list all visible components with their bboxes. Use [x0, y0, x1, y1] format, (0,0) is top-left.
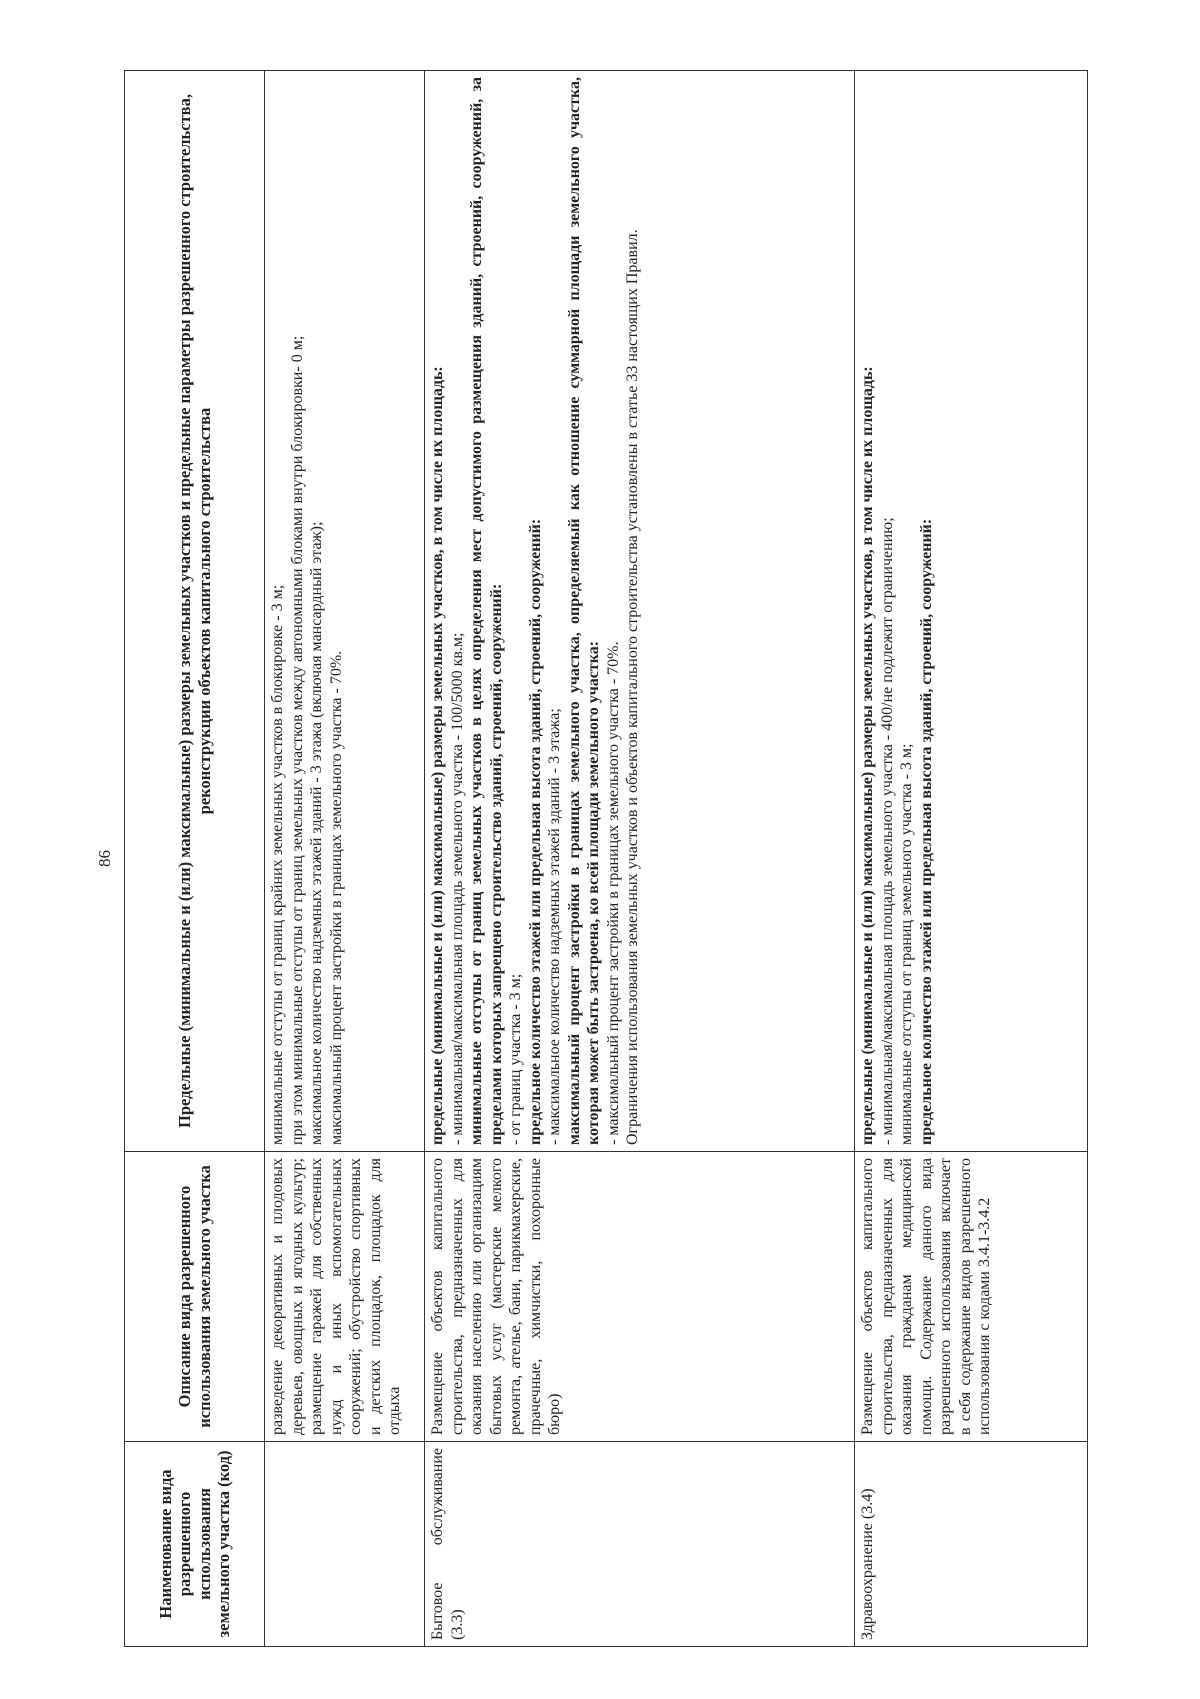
parameter-line: минимальные отступы от границ крайних земельных участков в блокировке - 3 м;	[269, 584, 286, 1145]
parameter-line: максимальный процент застройки в границах земельного участка - 70%.	[327, 650, 345, 1145]
parameter-line: при этом минимальные отступы от границ земельных участков между автономными блоками внутри блокировки- 0 м;	[288, 335, 306, 1145]
table-row	[425, 71, 855, 1647]
parameter-line: предельные (минимальные и (или) максимальные) размеры земельных участков, в том числе их площадь:	[859, 366, 876, 1145]
header-use-description: Описание вида разрешенного использования земельного участка	[125, 1152, 265, 1442]
parameter-line: минимальные отступы от границ земельного участка - 3 м;	[898, 743, 915, 1145]
parameter-line: минимальные отступы от границ земельных участков в целях определения мест допустимого размещения зданий, строений, сооружений, за пределами которых запрещено строительство зданий, строений, сооружений:	[468, 77, 505, 1145]
table-row	[855, 71, 1088, 1647]
parameter-line: предельные (минимальные и (или) максимальные) размеры земельных участков, в том числе их площадь:	[429, 366, 446, 1145]
use-name-cell	[265, 1442, 425, 1647]
parameter-line: - максимальное количество надземных этажей зданий - 3 этажа;	[546, 708, 563, 1145]
use-parameters-cell	[265, 71, 425, 1152]
header-use-name: Наименование вида разрешенного использования земельного участка (код)	[125, 1442, 265, 1647]
use-description-cell: Размещение объектов капитального строительства, предназначенных для оказания населению или организациям бытовых услуг (мастерские мелкого ремонта, ателье, бани, парикмахерские, прачечные, химчистки, похоронные бюро)	[425, 1152, 855, 1442]
table-row	[265, 71, 425, 1647]
table-header-row	[125, 71, 265, 1647]
parameter-line: - от границ участка - 3 м;	[507, 973, 524, 1145]
rotated-page	[90, 70, 1090, 1647]
parameter-line: максимальное количество надземных этажей зданий - 3 этажа (включая мансардный этаж);	[308, 521, 325, 1145]
use-name-cell: Бытовое обслуживание (3.3)	[425, 1442, 855, 1647]
use-parameters-cell	[855, 71, 1088, 1152]
use-name-cell: Здравоохранение (3.4)	[855, 1442, 1088, 1647]
parameter-line: максимальный процент застройки в границах земельного участка, определяемый как отношение суммарной площади земельного участка, которая может быть застроена, ко всей площади земельного участка:	[565, 77, 602, 1145]
parameter-line: - минимальная/максимальная площадь земельного участка - 100/5000 кв.м;	[448, 632, 466, 1145]
use-description-cell: разведение декоративных и плодовых деревьев, овощных и ягодных культур; размещение гаражей для собственных нужд и иных вспомогательных сооружений; обустройство спортивных и детских площадок, площадок для отдыха	[265, 1152, 425, 1442]
parameter-line: предельное количество этажей или предельная высота зданий, строений, сооружений:	[526, 518, 544, 1145]
parameter-line: - максимальный процент застройки в границах земельного участка - 70%.	[604, 641, 622, 1145]
parameter-line: - минимальная/максимальная площадь земельного участка - 400/не подлежит ограничению;	[878, 517, 896, 1145]
parameter-line: Ограничения использования земельных участков и объектов капитального строительства установлены в статье 33 настоящих Правил.	[624, 229, 641, 1145]
parameter-line: предельное количество этажей или предельная высота зданий, строений, сооружений:	[917, 518, 935, 1145]
land-use-table	[124, 70, 1088, 1647]
header-parameters: Предельные (минимальные и (или) максимальные) размеры земельных участков и предельные параметры разрешенного строительства, реконструкции объектов капитального строительства	[125, 71, 265, 1152]
use-parameters-cell	[425, 71, 855, 1152]
page-number: 86	[95, 850, 114, 867]
use-description-cell: Размещение объектов капитального строительства, предназначенных для оказания гражданам медицинской помощи. Содержание данного вида разрешенного использования включает в себя содержание видов разрешенного использования с кодами 3.4.1-3.4.2	[855, 1152, 1088, 1442]
